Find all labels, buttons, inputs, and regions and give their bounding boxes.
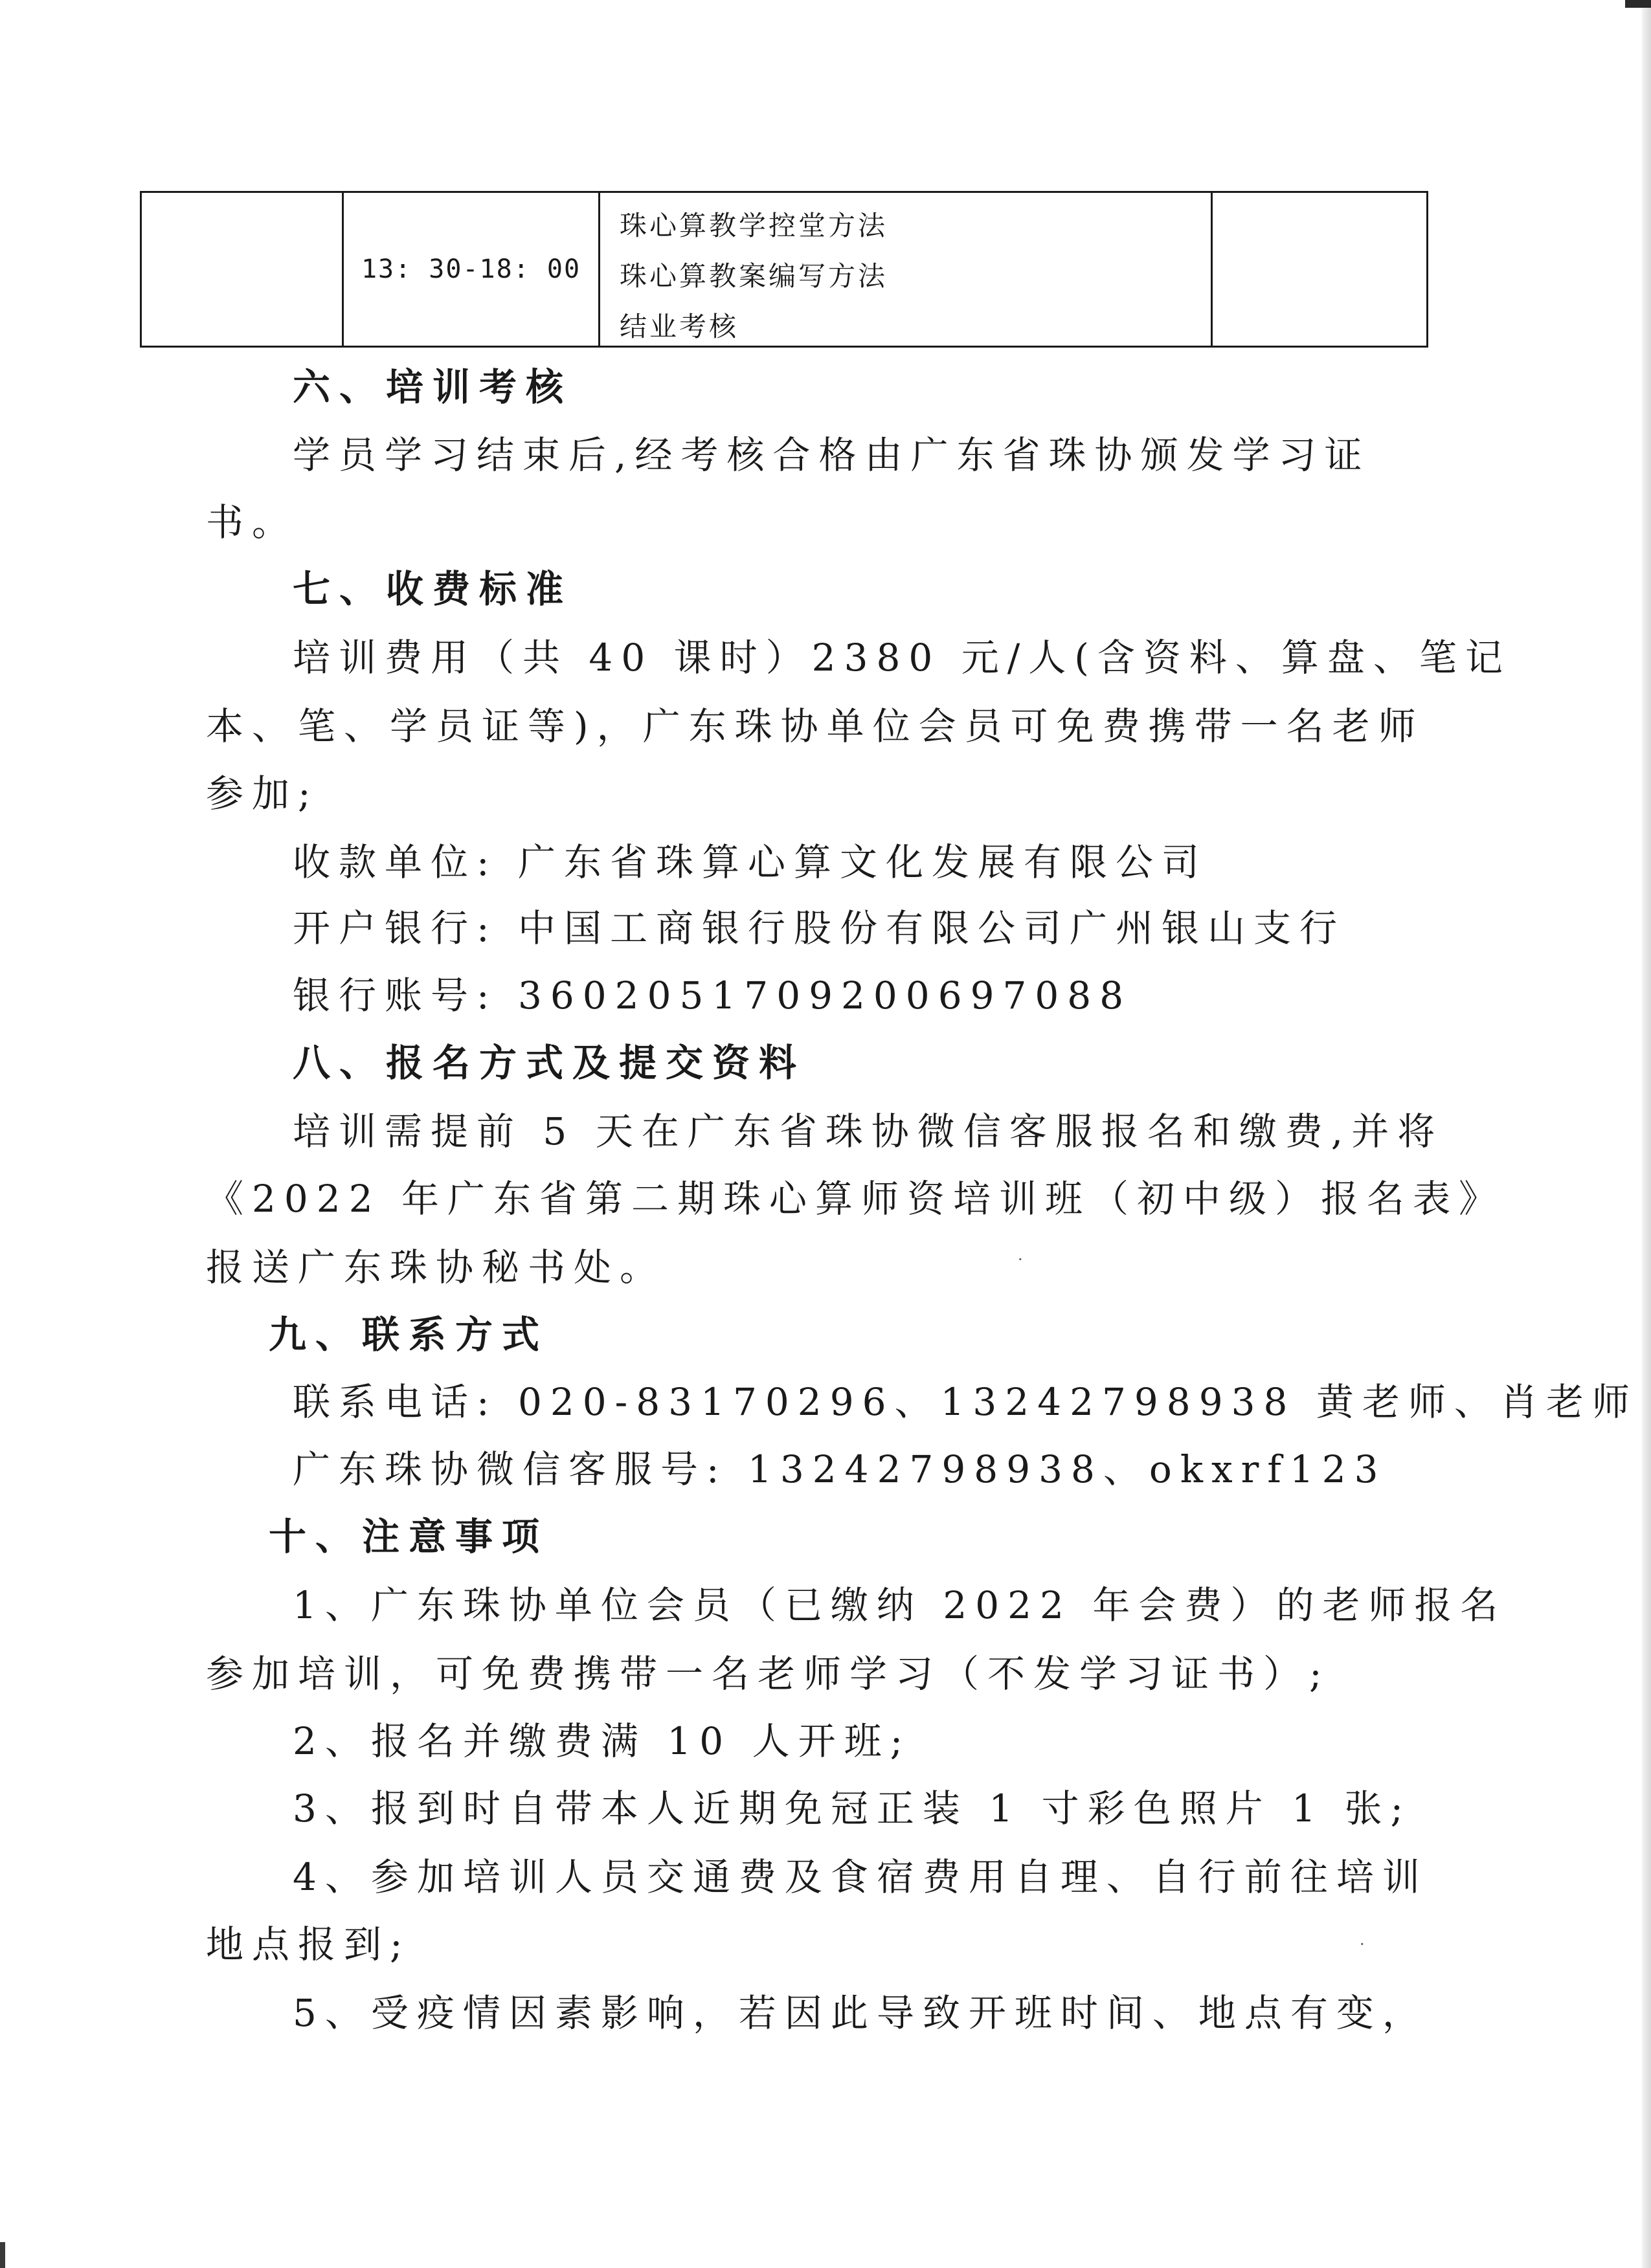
bank-line: 开户银行: 中国工商银行股份有限公司广州银山支行 <box>293 906 1345 950</box>
schedule-time: 13: 30-18: 00 <box>361 254 581 284</box>
paragraph-line: 书。 <box>206 500 298 544</box>
note-line: 1、广东珠协单位会员（已缴纳 2022 年会费）的老师报名 <box>293 1583 1507 1627</box>
paragraph-line: 培训需提前 5 天在广东省珠协微信客服报名和缴费,并将 <box>293 1109 1444 1153</box>
note-line: 2、报名并缴费满 10 人开班; <box>293 1719 912 1763</box>
table-cell-time <box>344 193 600 346</box>
paragraph-line: 参加; <box>206 772 319 816</box>
section-heading-assessment: 六、培训考核 <box>293 365 573 409</box>
schedule-item: 珠心算教案编写方法 <box>620 260 888 292</box>
note-line: 4、参加培训人员交通费及食宿费用自理、自行前往培训 <box>293 1855 1428 1899</box>
wechat-line: 广东珠协微信客服号: 13242798938、okxrf123 <box>293 1447 1387 1491</box>
section-heading-contact: 九、联系方式 <box>269 1313 549 1357</box>
scan-speck: · <box>1360 1935 1365 1953</box>
schedule-item: 珠心算教学控堂方法 <box>620 210 888 241</box>
table-cell-content <box>600 193 1213 346</box>
paragraph-line: 《2022 年广东省第二期珠心算师资培训班（初中级）报名表》 <box>206 1177 1505 1221</box>
scan-edge <box>1642 0 1651 2268</box>
scan-edge-mark <box>1625 0 1651 8</box>
note-line: 地点报到; <box>206 1922 411 1966</box>
schedule-item: 结业考核 <box>620 311 739 342</box>
paragraph-line: 本、笔、学员证等)，广东珠协单位会员可免费携带一名老师 <box>206 704 1424 748</box>
phone-line: 联系电话: 020-83170296、13242798938 黄老师、肖老师 <box>293 1380 1638 1424</box>
paragraph-line: 学员学习结束后,经考核合格由广东省珠协颁发学习证 <box>293 433 1371 477</box>
scan-edge-mark <box>0 2242 5 2268</box>
schedule-table <box>140 191 1428 348</box>
table-cell-date <box>142 193 344 346</box>
paragraph-line: 报送广东珠协秘书处。 <box>206 1245 666 1289</box>
section-heading-registration: 八、报名方式及提交资料 <box>293 1041 806 1085</box>
note-line: 5、受疫情因素影响，若因此导致开班时间、地点有变， <box>293 1991 1428 2035</box>
scan-speck: · <box>1018 1251 1023 1269</box>
payee-line: 收款单位: 广东省珠算心算文化发展有限公司 <box>293 840 1207 884</box>
account-line: 银行账号: 3602051709200697088 <box>293 973 1132 1017</box>
note-line: 参加培训，可免费携带一名老师学习（不发学习证书）; <box>206 1652 1331 1696</box>
note-line: 3、报到时自带本人近期免冠正装 1 寸彩色照片 1 张; <box>293 1786 1411 1830</box>
section-heading-notes: 十、注意事项 <box>269 1515 549 1559</box>
section-heading-fees: 七、收费标准 <box>293 567 573 611</box>
paragraph-line: 培训费用（共 40 课时）2380 元/人(含资料、算盘、笔记 <box>293 636 1511 680</box>
table-cell-note <box>1213 193 1426 346</box>
